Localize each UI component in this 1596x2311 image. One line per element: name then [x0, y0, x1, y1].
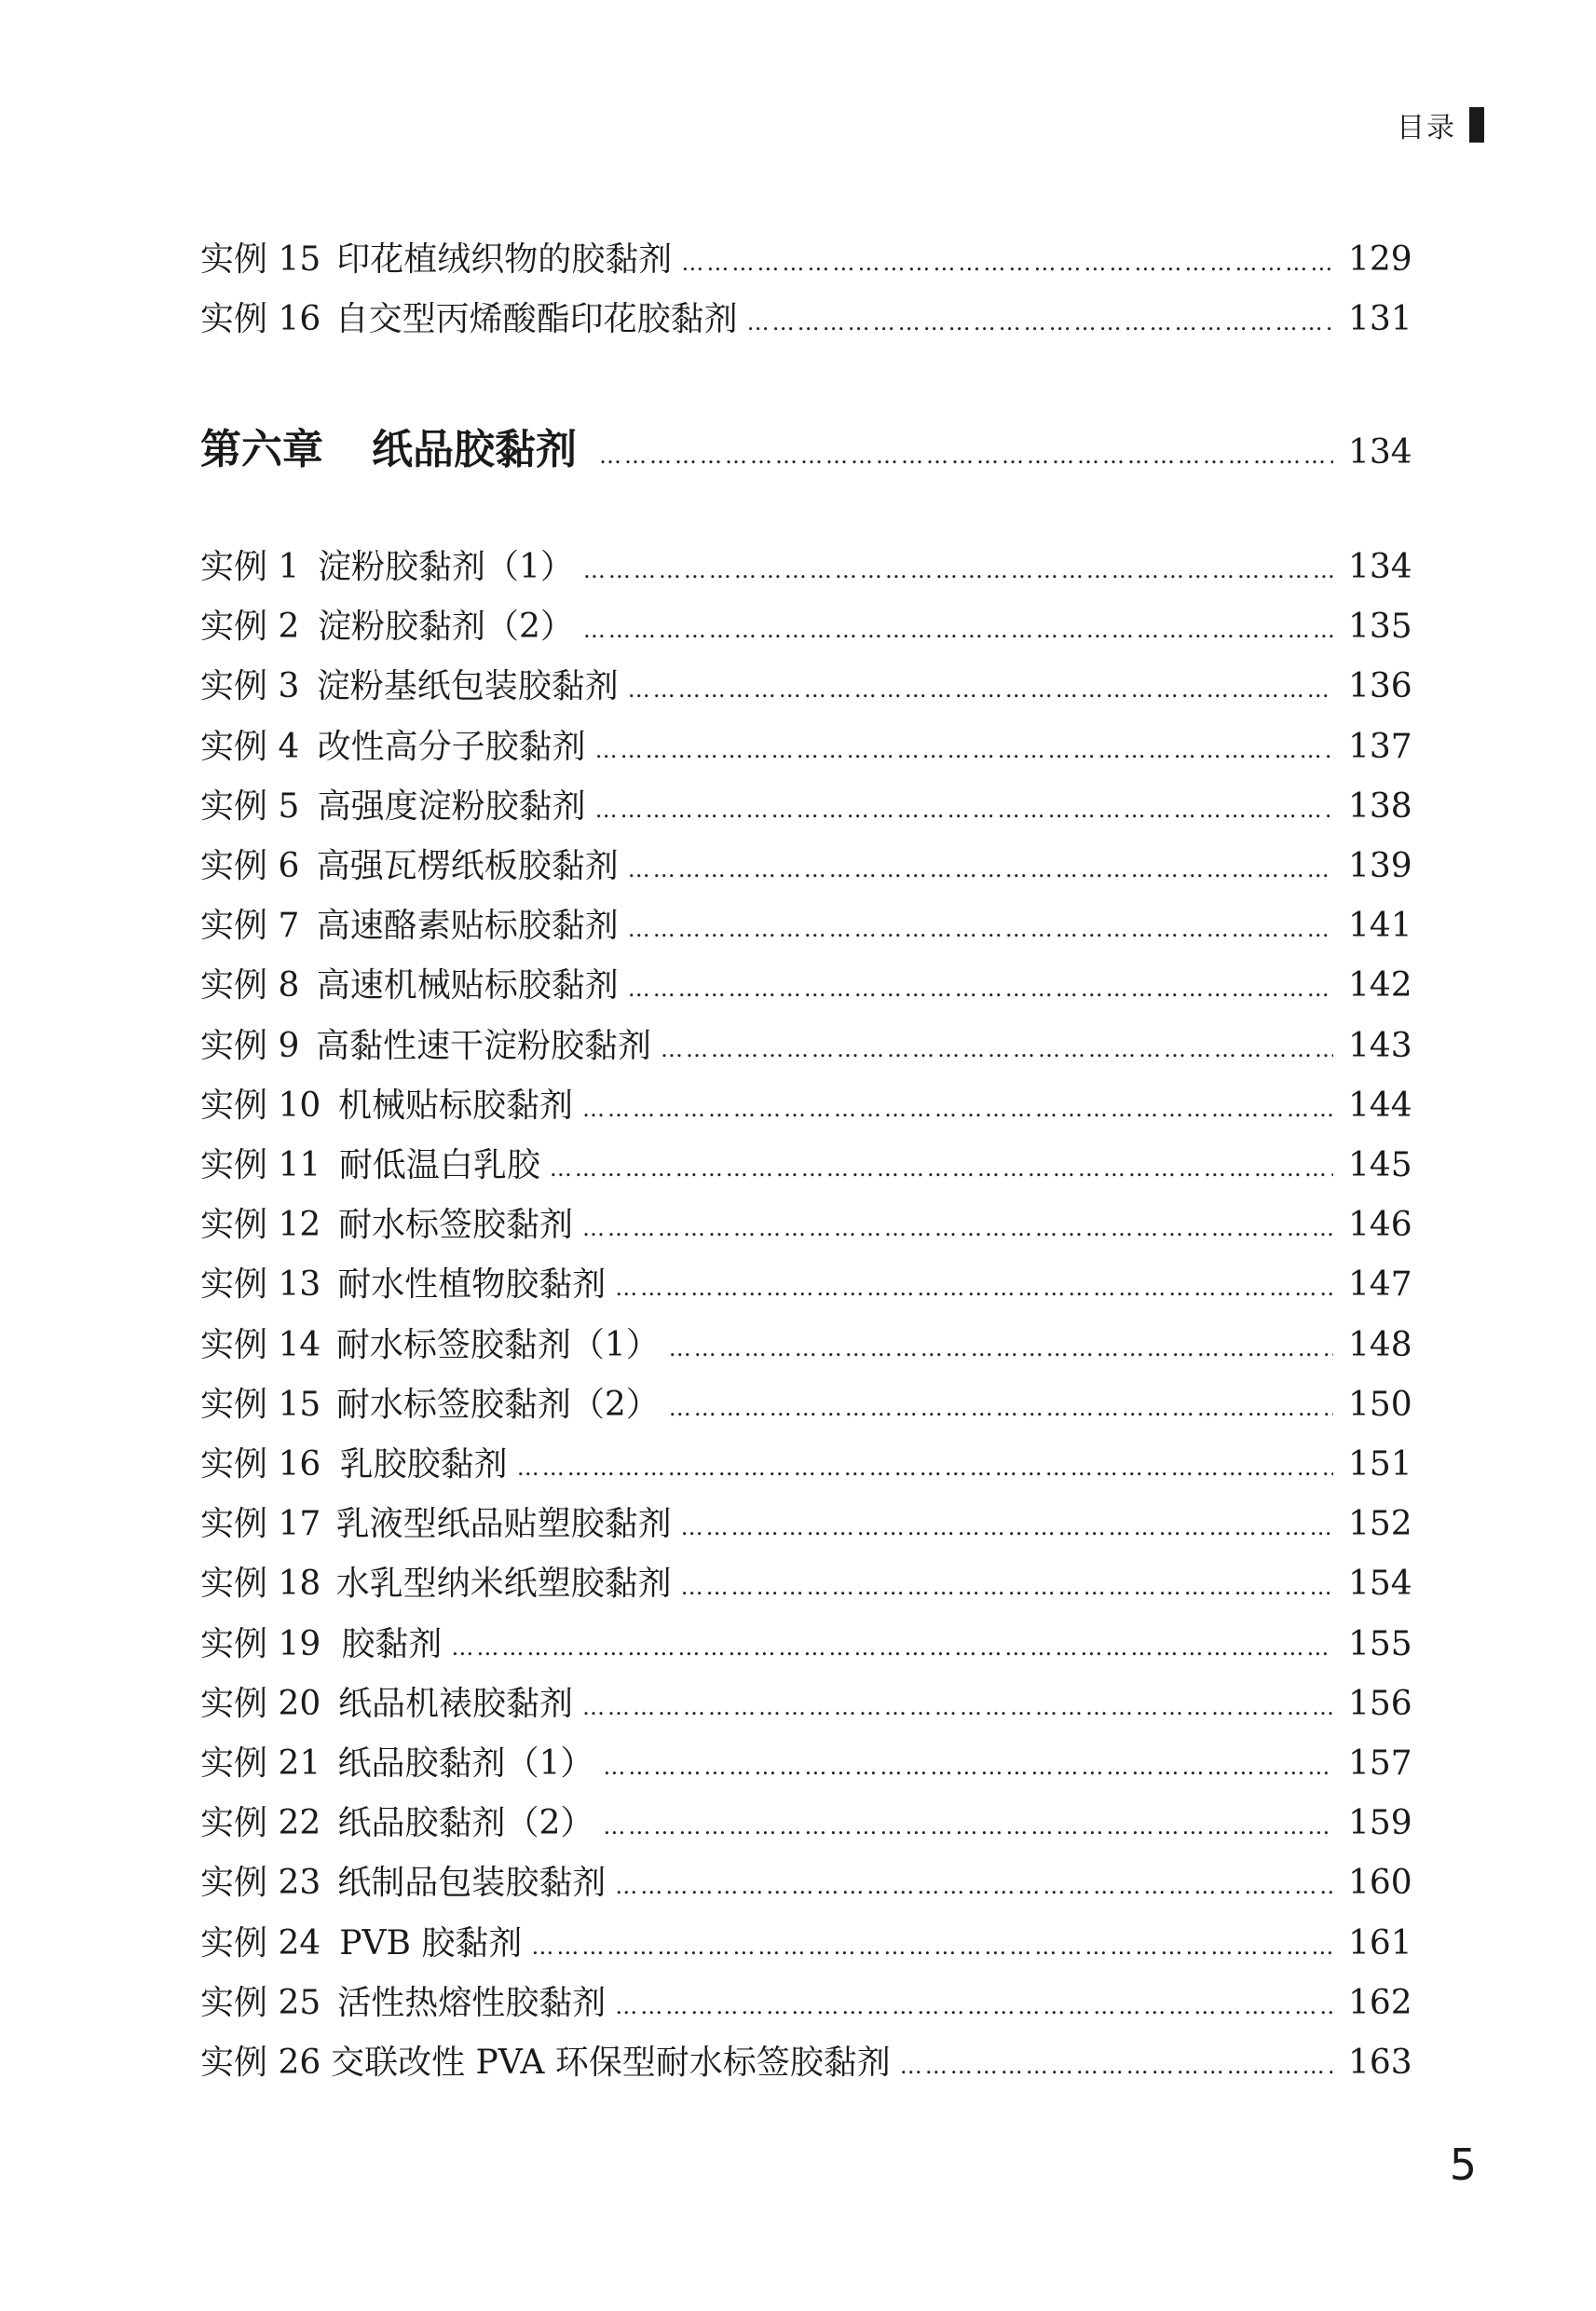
entry-page: 161 [1348, 1923, 1412, 1962]
entry-page: 163 [1348, 2044, 1412, 2082]
header-bar-mark [1469, 107, 1484, 143]
entry-number: 实例 22 [200, 1804, 321, 1843]
dot-leader [628, 856, 1333, 882]
entry-number: 实例 16 [200, 1445, 321, 1484]
entry-title: 淀粉基纸包装胶黏剂 [316, 667, 619, 706]
toc-entry[interactable] [200, 1737, 1412, 1784]
dot-leader [747, 309, 1333, 335]
dot-leader [603, 1754, 1333, 1780]
entry-title: 耐低温白乳胶 [338, 1146, 540, 1184]
entry-number: 实例 10 [200, 1086, 321, 1125]
entry-title: 高黏性速干淀粉胶黏剂 [315, 1026, 651, 1065]
entry-title: 改性高分子胶黏剂 [317, 727, 586, 766]
entry-page: 134 [1348, 548, 1412, 586]
entry-page: 152 [1348, 1505, 1412, 1544]
entry-title: 乳胶胶黏剂 [339, 1445, 508, 1484]
entry-page: 136 [1348, 667, 1412, 706]
entry-page: 131 [1348, 300, 1412, 338]
entry-number: 实例 9 [200, 1026, 300, 1065]
entry-page: 143 [1348, 1026, 1412, 1065]
dot-leader [582, 1694, 1333, 1720]
dot-leader [582, 1215, 1333, 1241]
entry-number: 实例 6 [200, 847, 300, 885]
entry-page: 135 [1348, 608, 1412, 647]
entry-number: 实例 4 [200, 727, 300, 766]
entry-title: 高强瓦楞纸板胶黏剂 [316, 847, 619, 885]
entry-title: 纸品胶黏剂（1） [337, 1744, 594, 1783]
entry-number: 实例 14 [200, 1325, 321, 1364]
entry-page: 145 [1348, 1146, 1412, 1184]
chapter-page: 134 [1348, 433, 1412, 472]
toc-entry[interactable] [200, 660, 1412, 706]
toc-entry[interactable] [200, 1797, 1412, 1843]
entry-number: 实例 2 [200, 608, 300, 647]
entry-title: 胶黏剂 [341, 1624, 443, 1663]
entry-page: 150 [1348, 1385, 1412, 1424]
entry-title: 乳液型纸品贴塑胶黏剂 [335, 1505, 672, 1544]
dot-leader [661, 1036, 1333, 1062]
toc-entry[interactable] [200, 1856, 1412, 1903]
entry-title: 自交型丙烯酸酯印花胶黏剂 [334, 300, 738, 338]
entry-page: 138 [1348, 786, 1412, 826]
toc-entry[interactable] [200, 720, 1412, 767]
entry-page: 156 [1348, 1684, 1412, 1723]
dot-leader [583, 557, 1333, 583]
entry-page: 151 [1348, 1445, 1412, 1484]
entry-title: 纸制品包装胶黏剂 [337, 1864, 607, 1903]
entry-number: 实例 1 [200, 548, 300, 586]
entry-title: 耐水标签胶黏剂 [338, 1206, 574, 1245]
toc-entry[interactable] [200, 959, 1412, 1005]
toc-entry[interactable] [200, 1677, 1412, 1724]
header-label: 目录 [1397, 112, 1456, 144]
entry-page: 148 [1348, 1325, 1412, 1364]
entry-page: 146 [1348, 1206, 1412, 1245]
entry-number: 实例 5 [200, 786, 300, 826]
toc-entry[interactable] [200, 1139, 1412, 1185]
toc-entry[interactable] [200, 540, 1412, 587]
entry-number: 实例 7 [200, 907, 300, 946]
entry-title: 淀粉胶黏剂（2） [317, 608, 574, 647]
entry-number: 实例 26 [200, 2044, 321, 2082]
entry-page: 159 [1348, 1804, 1412, 1843]
toc-entry[interactable] [200, 233, 1412, 280]
toc-entry[interactable] [200, 1319, 1412, 1365]
dot-leader [615, 1873, 1333, 1899]
entry-page: 139 [1348, 847, 1412, 885]
entry-title: 耐水标签胶黏剂（1） [335, 1325, 660, 1364]
entry-number: 实例 18 [200, 1565, 321, 1604]
dot-leader [599, 443, 1333, 469]
dot-leader [628, 677, 1333, 703]
page-number: 5 [1449, 2140, 1477, 2190]
dot-leader [900, 2053, 1333, 2079]
dot-leader [531, 1934, 1333, 1960]
entry-title: 水乳型纳米纸塑胶黏剂 [335, 1565, 672, 1604]
toc-entry[interactable] [200, 1079, 1412, 1126]
entry-page: 162 [1348, 1983, 1412, 2022]
dot-leader [681, 250, 1333, 276]
entry-number: 实例 11 [200, 1146, 321, 1184]
toc-entry[interactable] [200, 840, 1412, 886]
entry-title: 印花植绒织物的胶黏剂 [336, 240, 673, 279]
dot-leader [550, 1156, 1333, 1182]
dot-leader [595, 737, 1333, 763]
dot-leader [628, 976, 1333, 1002]
entry-title: 高速机械贴标胶黏剂 [316, 966, 619, 1005]
entry-number: 实例 24 [200, 1923, 321, 1962]
entry-page: 129 [1348, 240, 1412, 279]
toc-entry[interactable] [200, 1438, 1412, 1484]
entry-number: 实例 3 [200, 667, 300, 706]
toc-entry[interactable] [200, 1378, 1412, 1425]
entry-number: 实例 25 [200, 1983, 321, 2022]
entry-number: 实例 8 [200, 966, 300, 1005]
chapter-title: 纸品胶黏剂 [372, 426, 577, 473]
entry-title: 耐水标签胶黏剂（2） [335, 1385, 660, 1424]
entry-page: 144 [1348, 1086, 1412, 1125]
entry-page: 137 [1348, 727, 1412, 766]
dot-leader [615, 1275, 1333, 1301]
toc-entry[interactable] [200, 1019, 1412, 1066]
entry-number: 实例 21 [200, 1744, 321, 1783]
entry-title: 纸品机裱胶黏剂 [338, 1684, 574, 1723]
toc-entry[interactable] [200, 1618, 1412, 1664]
entry-number: 实例 12 [200, 1206, 321, 1245]
entry-title: 淀粉胶黏剂（1） [317, 548, 574, 586]
entry-number: 实例 19 [200, 1624, 321, 1663]
dot-leader [582, 1096, 1333, 1122]
entry-title: 高速酪素贴标胶黏剂 [316, 907, 619, 946]
entry-number: 实例 20 [200, 1684, 321, 1723]
dot-leader [595, 797, 1333, 823]
toc-entry[interactable] [200, 899, 1412, 946]
dot-leader [615, 1993, 1333, 2019]
entry-number: 实例 15 [200, 240, 321, 279]
entry-page: 155 [1348, 1624, 1412, 1663]
entry-title: 活性热熔性胶黏剂 [337, 1983, 607, 2022]
entry-title: 交联改性 PVA 环保型耐水标签胶黏剂 [331, 2044, 891, 2082]
toc-entry[interactable] [200, 1497, 1412, 1544]
entry-page: 147 [1348, 1265, 1412, 1305]
toc-entry[interactable] [200, 780, 1412, 827]
entry-page: 142 [1348, 966, 1412, 1005]
chapter-heading[interactable] [200, 416, 1412, 475]
entry-title: 机械贴标胶黏剂 [338, 1086, 574, 1125]
running-header [1397, 104, 1484, 145]
entry-title: 高强度淀粉胶黏剂 [317, 786, 586, 826]
toc-entry[interactable] [200, 1198, 1412, 1245]
dot-leader [669, 1395, 1333, 1421]
dot-leader [451, 1634, 1333, 1661]
toc-entry[interactable] [200, 293, 1412, 339]
toc-entry[interactable] [200, 2036, 1412, 2083]
toc-entry[interactable] [200, 1258, 1412, 1305]
entry-number: 实例 17 [200, 1505, 321, 1544]
entry-number: 实例 15 [200, 1385, 321, 1424]
chapter-number: 第六章 [200, 426, 323, 473]
dot-leader [681, 1574, 1333, 1600]
entry-page: 154 [1348, 1565, 1412, 1604]
entry-title: PVB 胶黏剂 [339, 1923, 523, 1962]
toc-entry[interactable] [200, 1557, 1412, 1604]
entry-title: 耐水性植物胶黏剂 [337, 1265, 607, 1305]
toc-entry[interactable] [200, 1976, 1412, 2023]
entry-page: 141 [1348, 907, 1412, 946]
entry-page: 157 [1348, 1744, 1412, 1783]
dot-leader [603, 1813, 1333, 1839]
toc-entry[interactable] [200, 1917, 1412, 1963]
entry-number: 实例 23 [200, 1864, 321, 1903]
entry-title: 纸品胶黏剂（2） [337, 1804, 594, 1843]
dot-leader [681, 1514, 1333, 1540]
entry-page: 160 [1348, 1864, 1412, 1903]
toc-entry[interactable] [200, 600, 1412, 647]
dot-leader [669, 1335, 1333, 1361]
dot-leader [517, 1455, 1333, 1481]
dot-leader [583, 617, 1333, 643]
dot-leader [628, 916, 1333, 942]
entry-number: 实例 13 [200, 1265, 321, 1305]
entry-number: 实例 16 [200, 300, 321, 338]
